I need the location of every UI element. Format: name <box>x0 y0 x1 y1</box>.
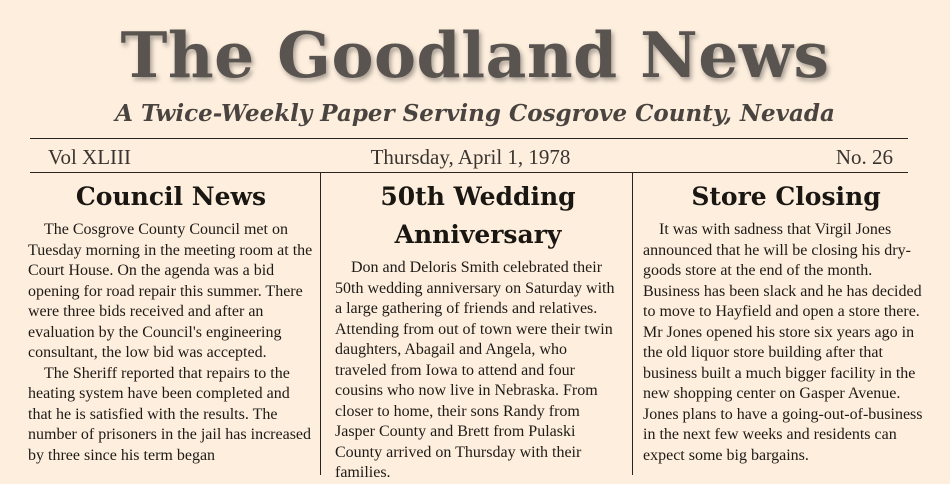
article-paragraph: The Sheriff reported that repairs to the heating system have been completed and that he is satisfied with the results. The number of prisoners in the jail has increased by three since his term began <box>28 364 312 464</box>
article-wedding-anniversary <box>335 178 621 484</box>
article-store-closing <box>643 178 929 466</box>
volume-label: Vol XLIII <box>48 145 132 169</box>
issue-number: No. 26 <box>835 145 893 169</box>
article-headline: Council News <box>75 182 267 211</box>
article-paragraph: Don and Deloris Smith celebrated their 50th wedding anniversary on Saturday with a large gathering of friends and relatives. Attending from out of town were their twin daughters, Abagail and Angela, who traveled from Iowa to attend and four cousins who now live in Nebraska. From closer to home, their sons Randy from Jasper County and Brett from Pulaski County arrived on Thursday with their families. <box>335 259 615 481</box>
dateline <box>48 142 893 172</box>
article-headline: 50th Wedding Anniversary <box>380 182 576 249</box>
newspaper-title: The Goodland News <box>120 18 830 92</box>
newspaper-tagline: A Twice-Weekly Paper Serving Cosgrove County, Nevada <box>115 100 835 127</box>
column-divider <box>632 173 633 475</box>
article-paragraph: It was with sadness that Virgil Jones announced that he will be closing his dry-goods store at the end of the month. Business has been slack and he has decided to move to Hayfield and open a store there. Mr Jones opened his store six years ago in the old liquor store building after that business built a much bigger facility in the new shopping center on Gasper Avenue. Jones plans to have a going-out-of-business in the next few weeks and residents can expect some big bargains. <box>643 221 923 464</box>
column-divider <box>320 173 321 475</box>
article-paragraph: The Cosgrove County Council met on Tuesday morning in the meeting room at the Court House. On the agenda was a bid opening for road repair this summer. There were three bids received and after an evaluation by the Council's engineering consultant, the low bid was accepted. <box>28 221 313 361</box>
article-headline: Store Closing <box>691 182 881 211</box>
article-council-news <box>28 178 314 466</box>
issue-date: Thursday, April 1, 1978 <box>370 145 571 169</box>
dateline-top-rule <box>30 138 908 139</box>
dateline-bottom-rule <box>30 172 908 173</box>
